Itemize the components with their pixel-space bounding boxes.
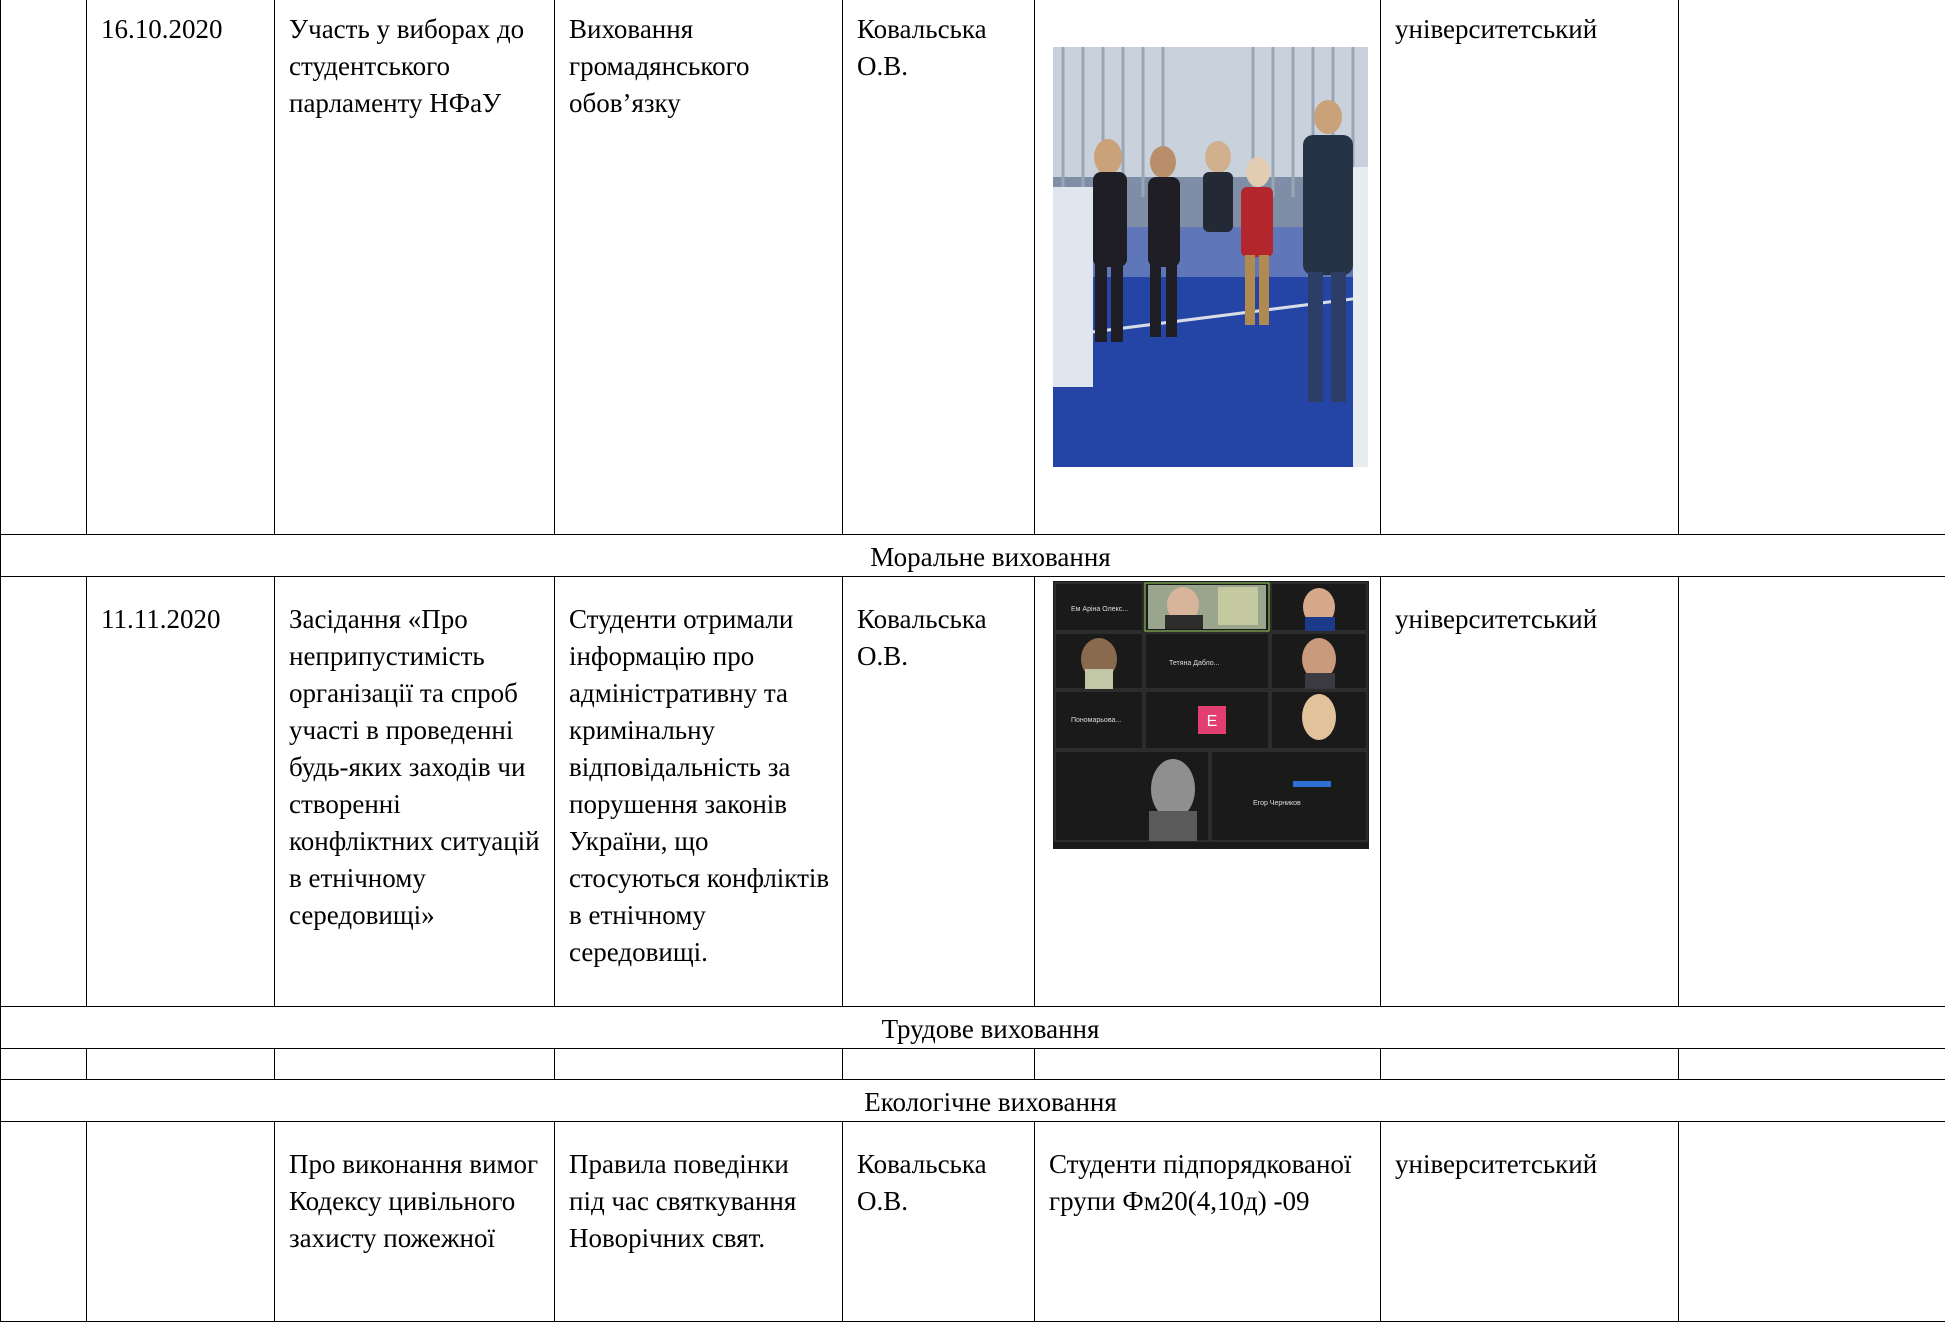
title-cell: Засідання «Про неприпустимість організації та спроб участі в проведенні будь-яких заходів чи створенні конфліктних ситуацій в етнічному середовищі» [275, 577, 555, 1007]
date-cell: 11.11.2020 [87, 577, 275, 1007]
note-cell [1679, 0, 1945, 535]
responsible-cell: Ковальська О.В. [843, 577, 1035, 1007]
content-cell [555, 1049, 843, 1080]
table-row [1, 0, 1945, 535]
section-row [1, 535, 1945, 577]
content-cell: Студенти отримали інформацію про адміністративну та кримінальну відповідальність за порушення законів України, що стосуються конфліктів в етнічному середовищі. [555, 577, 843, 1007]
section-title: Трудове виховання [1, 1007, 1945, 1049]
table-row [1, 1122, 1945, 1322]
note-cell [1679, 1049, 1945, 1080]
participant-name-3: Пономарьова... [1071, 717, 1121, 724]
number-cell [1, 0, 87, 535]
content-cell: Правила поведінки під час святкування Новорічних свят. [555, 1122, 843, 1322]
photo-cell [1035, 0, 1381, 535]
responsible-cell: Ковальська О.В. [843, 1122, 1035, 1322]
level-cell [1381, 1049, 1679, 1080]
participant-name-1: Ем Аріна Олекс... [1071, 605, 1128, 613]
avatar-letter: E [1207, 713, 1218, 730]
content-cell: Виховання громадянського обов’язку [555, 0, 843, 535]
title-cell: Про виконання вимог Кодексу цивільного захисту пожежної [275, 1122, 555, 1322]
title-cell: Участь у виборах до студентського парламенту НФаУ [275, 0, 555, 535]
date-cell [87, 1049, 275, 1080]
number-cell [1, 577, 87, 1007]
event-photo [1053, 47, 1368, 467]
participant-name-4: Егор Черников [1253, 800, 1301, 807]
photo-cell [1035, 1049, 1381, 1080]
video-call-screenshot [1053, 581, 1369, 849]
table-row [1, 577, 1945, 1007]
level-cell: університетський [1381, 0, 1679, 535]
section-title: Екологічне виховання [1, 1080, 1945, 1122]
photo-cell [1035, 577, 1381, 1007]
level-cell: університетський [1381, 577, 1679, 1007]
responsible-cell [843, 1049, 1035, 1080]
result-cell: Студенти підпорядкованої групи Фм20(4,10д) -09 [1035, 1122, 1381, 1322]
note-cell [1679, 1122, 1945, 1322]
number-cell [1, 1049, 87, 1080]
section-row [1, 1080, 1945, 1122]
title-cell [275, 1049, 555, 1080]
note-cell [1679, 577, 1945, 1007]
section-row [1, 1007, 1945, 1049]
responsible-cell: Ковальська О.В. [843, 0, 1035, 535]
date-cell [87, 1122, 275, 1322]
level-cell: університетський [1381, 1122, 1679, 1322]
section-title: Моральне виховання [1, 535, 1945, 577]
participant-name-2: Тетяна Дабло... [1169, 659, 1220, 667]
date-cell: 16.10.2020 [87, 0, 275, 535]
table-row [1, 1049, 1945, 1080]
number-cell [1, 1122, 87, 1322]
